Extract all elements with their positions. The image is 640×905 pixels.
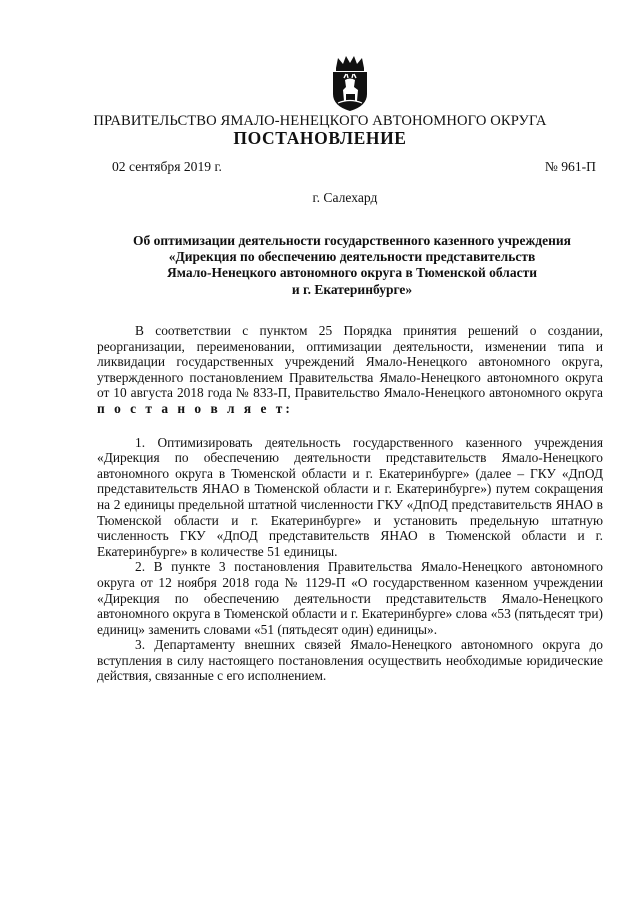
- coat-of-arms-icon: [327, 54, 373, 112]
- item-2-paragraph: 2. В пункте 3 постановления Правительства Ямало-Ненецкого автономного округа от 12 ноября 2018 года № 1129-П «О государственном казенном учреждении «Дирекция по обеспечению деятельности представительств Ямало-Ненецкого автономного округа в Тюменской области и г. Екатеринбурге» слова «53 (пятьдесят три) единиц» заменить словами «51 (пятьдесят один) единицы».: [97, 559, 603, 637]
- title-line: «Дирекция по обеспечению деятельности представительств: [168, 249, 536, 265]
- document-type: ПОСТАНОВЛЕНИЕ: [233, 128, 407, 148]
- title-line: Ямало-Ненецкого автономного округа в Тюменской области: [166, 265, 538, 281]
- preamble-text: В соответствии с пунктом 25 Порядка принятия решений о создании, реорганизации, переименовании, оптимизации деятельности, изменении типа и ликвидации государственных учреждений Ямало-Ненецкого автономного округа, утвержденного постановлением Правительства Ямало-Ненецкого автономного округа от 10 августа 2018 года № 833-П, Правительство Ямало-Ненецкого автономного округа: [97, 323, 603, 401]
- document-body: [97, 323, 603, 684]
- item-1-paragraph: 1. Оптимизировать деятельность государственного казенного учреждения «Дирекция по обеспечению деятельности представительств Ямало-Ненецкого автономного округа в Тюменской области и г. Екатеринбурге» (далее – ГКУ «ДпОД представительств ЯНАО в Тюменской области и г. Екатеринбурге») путем сокращения на 2 единицы предельной штатной численности ГКУ «ДпОД представительств ЯНАО в Тюменской области и г. Екатеринбурге» и установить предельную штатную численность ГКУ «ДпОД представительств ЯНАО в Тюменской области и г. Екатеринбурге» в количестве 51 единицы.: [97, 434, 603, 559]
- item-3-paragraph: 3. Департаменту внешних связей Ямало-Ненецкого автономного округа до вступления в силу настоящего постановления осуществить необходимые юридические действия, связанные с его исполнением.: [97, 637, 603, 684]
- government-name: ПРАВИТЕЛЬСТВО ЯМАЛО-НЕНЕЦКОГО АВТОНОМНОГО ОКРУГА: [93, 113, 547, 129]
- document-date: 02 сентября 2019 г.: [112, 159, 222, 174]
- document-number: № 961-П: [544, 159, 596, 174]
- document-city: г. Салехард: [312, 190, 378, 205]
- resolves-word: п о с т а н о в л я е т:: [97, 400, 293, 416]
- preamble-paragraph: [97, 323, 603, 417]
- document-title: [96, 233, 608, 298]
- title-line: Об оптимизации деятельности государственного казенного учреждения: [133, 233, 571, 248]
- title-line: и г. Екатеринбурге»: [291, 281, 413, 297]
